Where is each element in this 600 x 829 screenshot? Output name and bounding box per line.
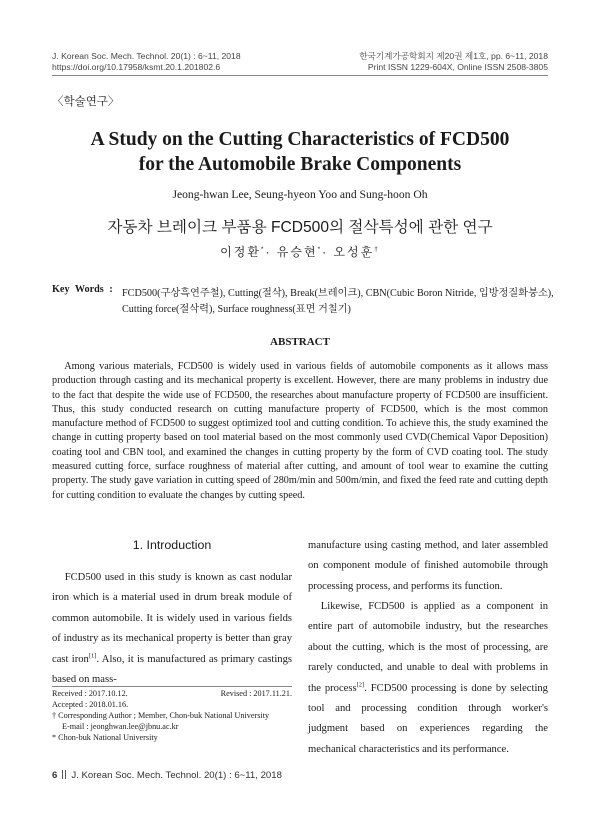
keywords-line1: FCD500(구상흑연주철), Cutting(절삭), Break(브레이크), CBN(Cubic Boron Nitride, 입방정질화붕소),	[122, 288, 554, 299]
paragraph-text: FCD500 used in this study is known as cast nodular iron which is a material used in drum break module of common automobile. It is widely used in various fields of industry as its mechanical property is better than gray cast iron	[52, 572, 292, 665]
header-divider	[52, 75, 548, 76]
author-3: 오성훈	[333, 245, 375, 259]
keywords-label: Key Words :	[52, 284, 113, 295]
revised-date: Revised : 2017.11.21.	[220, 689, 292, 698]
author-2: 유승현	[276, 245, 318, 259]
affiliation-mark: *	[317, 246, 323, 253]
corresponding-author: † Corresponding Author ; Member, Chon-buk National University	[52, 711, 270, 720]
citation-ref[interactable]: [1]	[88, 652, 97, 660]
abstract-heading: ABSTRACT	[270, 336, 330, 348]
footnote-divider	[52, 686, 292, 687]
page-number: 6	[52, 770, 58, 781]
affiliation-mark: *	[260, 246, 266, 253]
article-category: 〈학술연구〉	[52, 96, 120, 108]
authors-korean	[52, 243, 548, 260]
received-date: Received : 2017.10.12.	[52, 689, 128, 698]
paper-title-line2: for the Automobile Brake Components	[138, 154, 462, 175]
author-1: 이정환	[220, 245, 261, 259]
journal-citation-korean: 한국기계가공학회지 제20권 제1호, pp. 6~11, 2018	[359, 51, 548, 61]
paragraph-text: . Also, it is manufactured as primary castings based on mass-	[52, 653, 292, 686]
intro-paragraph-1	[52, 568, 292, 690]
accepted-date: Accepted : 2018.01.16.	[52, 700, 129, 709]
author-separator: ·	[265, 245, 277, 259]
journal-citation: J. Korean Soc. Mech. Technol. 20(1) : 6~11, 2018	[52, 51, 241, 61]
paragraph-text: Likewise, FCD500 is applied as a component in entire part of automobile industry, but the researches about the cutting, which is the most of processing, are rarely conducted, and unable to deal with problems in the process	[308, 601, 548, 694]
corresponding-mark: †	[374, 246, 380, 253]
citation-ref[interactable]: [2]	[356, 681, 365, 689]
paper-title-korean: 자동차 브레이크 부품용 FCD500의 절삭특성에 관한 연구	[107, 219, 493, 236]
author-separator: ·	[322, 245, 334, 259]
footer-journal: J. Korean Soc. Mech. Technol. 20(1) : 6~11, 2018	[71, 770, 282, 781]
section-heading-introduction: 1. Introduction	[132, 538, 212, 552]
doi-link[interactable]: https://doi.org/10.17958/ksmt.20.1.201802.6	[52, 62, 221, 72]
author-affiliation: * Chon-buk National University	[52, 733, 158, 742]
intro-paragraph-2	[308, 597, 548, 760]
abstract-text: Among various materials, FCD500 is widely used in various fields of automobile components as it allows mass production through casting and its mechanical property is excellent. However, there are many problems in industry due to the fact that despite the wide use of FCD500, the researches about manufacture property of FCD500 are insufficient. Thus, this study conducted research on cutting manufacture property of FCD500, which is the most common manufacture method of FCD500 to suggest optimized tool and cutting condition. To achieve this, the study examined the change in cutting property based on tool material based on the most commonly used CVD(Chemical Vapor Deposition) coating tool and CBN tool, and examined the changes in cutting property by the form of CVD coating tool. The study measured cutting force, surface roughness of material after cutting, and amount of tool wear to examine the cutting property. The study gave variation in cutting speed of 280m/min and 500m/min, and fixed the feed rate and cutting depth for cutting condition to evaluate the changes by cutting speed.	[52, 361, 548, 501]
authors-english: Jeong-hwan Lee, Seung-hyeon Yoo and Sung-hoon Oh	[172, 188, 428, 201]
corresponding-email[interactable]: E-mail : jeonghwan.lee@jbnu.ac.kr	[62, 722, 179, 731]
page-footer	[52, 770, 282, 781]
footer-divider	[62, 770, 66, 779]
paper-title-line1: A Study on the Cutting Characteristics of FCD500	[90, 129, 510, 150]
keywords-line2: Cutting force(절삭력), Surface roughness(표면 거칠기)	[122, 304, 351, 315]
paragraph-text: . FCD500 processing is done by selecting tool and processing condition through worker's judgment based on experiences regarding the mechanical characteristics and its performance.	[308, 682, 548, 755]
intro-paragraph-1-continued: manufacture using casting method, and later assembled on component module of finished automobile through processing process, and performs its function.	[308, 540, 548, 592]
issn-info: Print ISSN 1229-604X, Online ISSN 2508-3805	[367, 62, 548, 72]
